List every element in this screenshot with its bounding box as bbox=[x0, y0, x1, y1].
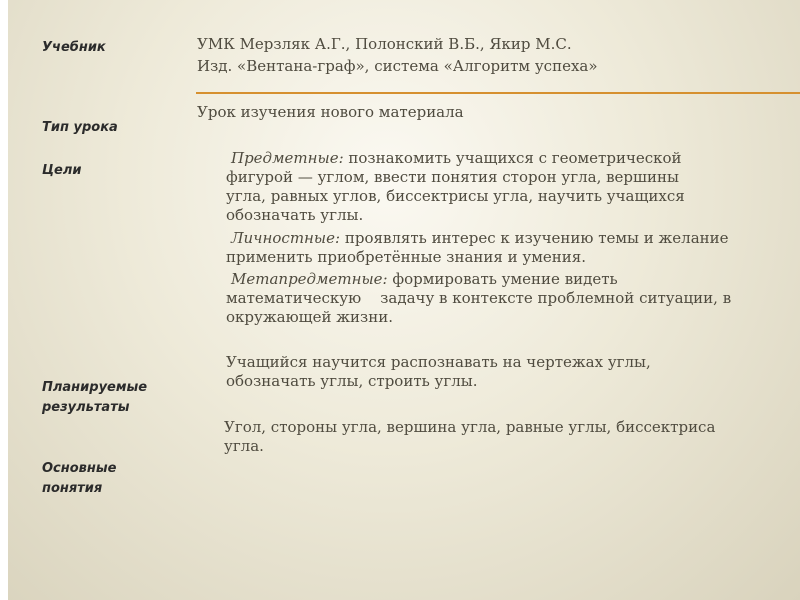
goal-subject-title: Предметные: bbox=[231, 149, 344, 167]
label-concepts-line2: понятия bbox=[42, 481, 103, 496]
goal-subject-line4: обозначать углы. bbox=[226, 206, 364, 224]
label-results-line2: результаты bbox=[42, 400, 130, 415]
results-line2: обозначать углы, строить углы. bbox=[226, 372, 478, 390]
goal-meta-title: Метапредметные: bbox=[231, 270, 388, 288]
label-lesson-type: Тип урока bbox=[42, 120, 118, 135]
goal-meta-line1 bbox=[231, 270, 618, 289]
label-results-line1: Планируемые bbox=[42, 380, 148, 395]
goal-personal-text: проявлять интерес к изучению темы и желание bbox=[340, 229, 729, 247]
concepts-line2: угла. bbox=[224, 437, 264, 455]
header-divider bbox=[196, 92, 800, 94]
lesson-type-text: Урок изучения нового материала bbox=[197, 103, 464, 121]
label-concepts-line1: Основные bbox=[42, 461, 117, 476]
textbook-line1: УМК Мерзляк А.Г., Полонский В.Б., Якир М.С. bbox=[197, 35, 572, 53]
textbook-line2: Изд. «Вентана-граф», система «Алгоритм успеха» bbox=[197, 57, 598, 75]
goal-personal-line2: применить приобретённые знания и умения. bbox=[226, 248, 586, 266]
goal-personal-line1 bbox=[231, 229, 729, 248]
goal-meta-text: формировать умение видеть bbox=[387, 270, 618, 288]
goal-meta-line3: окружающей жизни. bbox=[226, 308, 393, 326]
concepts-line1: Угол, стороны угла, вершина угла, равные углы, биссектриса bbox=[224, 418, 716, 436]
goal-subject-line2: фигурой — углом, ввести понятия сторон угла, вершины bbox=[226, 168, 679, 186]
label-goals: Цели bbox=[42, 163, 82, 178]
results-line1: Учащийся научится распознавать на чертежах углы, bbox=[226, 353, 651, 371]
goal-subject-line3: угла, равных углов, биссектрисы угла, научить учащихся bbox=[226, 187, 685, 205]
goal-personal-title: Личностные: bbox=[231, 229, 341, 247]
goal-subject-text: познакомить учащихся с геометрической bbox=[343, 149, 682, 167]
goal-meta-line2: математическую задачу в контексте проблемной ситуации, в bbox=[226, 289, 732, 307]
label-textbook: Учебник bbox=[42, 40, 106, 55]
goal-subject-line1 bbox=[231, 149, 682, 168]
